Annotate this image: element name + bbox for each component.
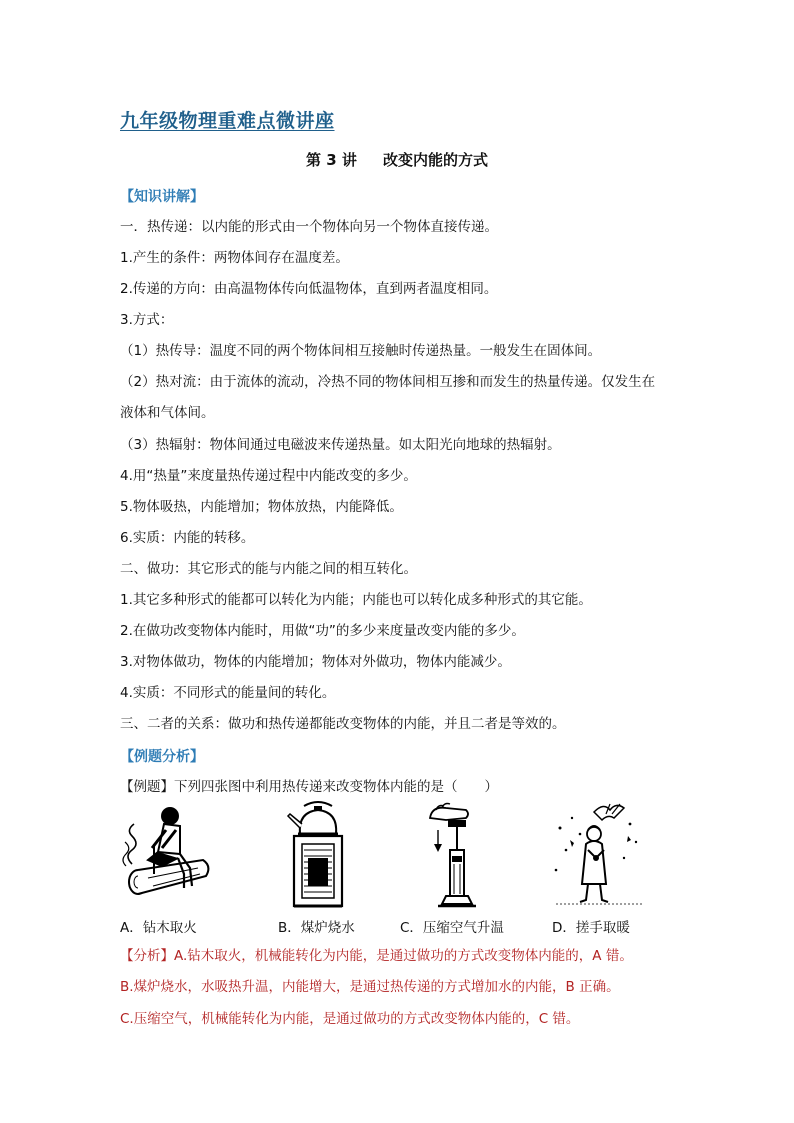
knowledge-line: 一．热传递：以内能的形式由一个物体向另一个物体直接传递。: [120, 219, 498, 235]
drilling-wood-figure: [118, 800, 238, 910]
option-a: A．钻木取火: [120, 920, 197, 936]
analysis-label: 【分析】: [120, 948, 174, 964]
lecture-topic: 改变内能的方式: [382, 151, 488, 169]
lecture-number: 第 3 讲: [306, 151, 357, 169]
knowledge-line: 二、做功：其它形式的能与内能之间的相互转化。: [120, 561, 417, 577]
rubbing-hands-figure: [550, 800, 670, 910]
knowledge-line: 5.物体吸热，内能增加；物体放热，内能降低。: [120, 499, 403, 515]
knowledge-line: （3）热辐射：物体间通过电磁波来传递热量。如太阳光向地球的热辐射。: [120, 437, 561, 453]
analysis-line-b: B.煤炉烧水，水吸热升温，内能增大，是通过热传递的方式增加水的内能，B 正确。: [120, 979, 620, 995]
knowledge-line: 1.其它多种形式的能都可以转化为内能；内能也可以转化成多种形式的其它能。: [120, 592, 592, 608]
example-heading: 【例题分析】: [120, 749, 204, 765]
knowledge-line: 4.用“热量”来度量热传递过程中内能改变的多少。: [120, 468, 417, 484]
knowledge-heading: 【知识讲解】: [120, 189, 204, 205]
analysis-line-c: C.压缩空气，机械能转化为内能，是通过做功的方式改变物体内能的，C 错。: [120, 1011, 580, 1027]
example-question: 【例题】下列四张图中利用热传递来改变物体内能的是（ ）: [120, 779, 498, 795]
knowledge-line: 3.对物体做功，物体的内能增加；物体对外做功，物体内能减少。: [120, 654, 511, 670]
option-d: D．搓手取暖: [552, 920, 630, 936]
option-c: C．压缩空气升温: [400, 920, 504, 936]
knowledge-line: 2.在做功改变物体内能时，用做“功”的多少来度量改变内能的多少。: [120, 623, 525, 639]
lecture-title: [0, 149, 794, 170]
knowledge-line: （2）热对流：由于流体的流动，冷热不同的物体间相互掺和而发生的热量传递。仅发生在: [120, 374, 656, 390]
series-title: 九年级物理重难点微讲座: [120, 110, 335, 132]
knowledge-line: 三、二者的关系：做功和热传递都能改变物体的内能，并且二者是等效的。: [120, 716, 566, 732]
knowledge-line: 1.产生的条件：两物体间存在温度差。: [120, 250, 349, 266]
analysis-line-a: [120, 946, 680, 966]
knowledge-line: 2.传递的方向：由高温物体传向低温物体，直到两者温度相同。: [120, 281, 498, 297]
analysis-text-a: A.钻木取火，机械能转化为内能，是通过做功的方式改变物体内能的，A 错。: [174, 948, 633, 964]
air-compression-figure: [416, 800, 536, 910]
coal-stove-kettle-figure: [268, 800, 388, 910]
knowledge-line: 6.实质：内能的转移。: [120, 530, 255, 546]
knowledge-line: 液体和气体间。: [120, 405, 215, 421]
knowledge-line: 4.实质：不同形式的能量间的转化。: [120, 685, 336, 701]
option-b: B．煤炉烧水: [278, 920, 355, 936]
knowledge-line: （1）热传导：温度不同的两个物体间相互接触时传递热量。一般发生在固体间。: [120, 343, 602, 359]
knowledge-line: 3.方式：: [120, 312, 174, 328]
